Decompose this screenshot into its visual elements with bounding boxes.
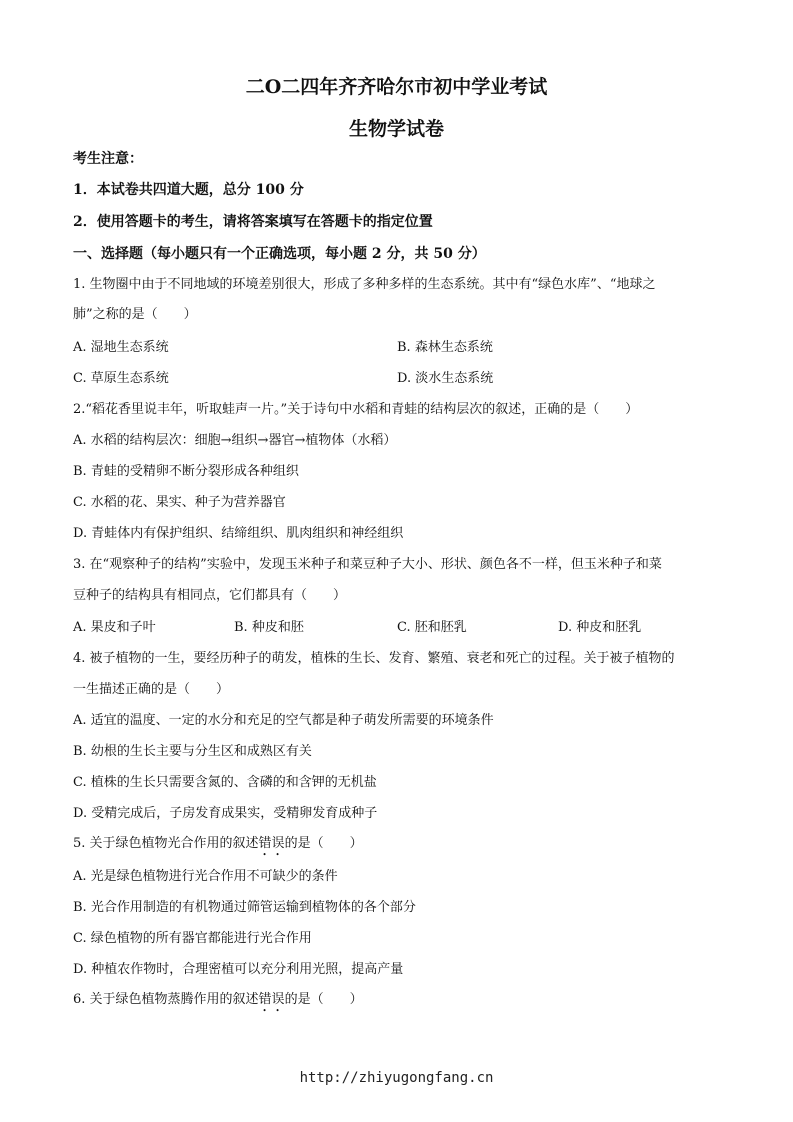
question-suffix: 的是（ ） [284,836,363,851]
question-text: 豆种子的结构具有相同点，它们都具有（ ） [73,588,347,603]
emphasis-text: 错误 [258,992,285,1007]
option-d: D. 青蛙体内有保护组织、结缔组织、肌肉组织和神经组织 [73,526,404,541]
option-d: D. 受精完成后，子房发育成果实，受精卵发育成种子 [73,806,378,821]
question-text [73,991,363,1015]
option-b: B. 森林生态系统 [397,340,493,355]
option-c: C. 植株的生长只需要含氮的、含磷的和含钾的无机盐 [73,775,377,790]
option-a: A. 光是绿色植物进行光合作用不可缺少的条件 [73,869,338,884]
option-d: D. 种皮和胚乳 [558,620,642,635]
option-c: C. 绿色植物的所有器官都能进行光合作用 [73,931,312,946]
page-title: 二O二四年齐齐哈尔市初中学业考试 [245,76,548,98]
question-text: 一生描述正确的是（ ） [73,682,230,697]
section-heading: 一、选择题（每小题只有一个正确选项，每小题 2 分，共 50 分） [73,246,486,262]
notice-item: 2．使用答题卡的考生，请将答案填写在答题卡的指定位置 [73,214,433,230]
question-text: 3. 在“观察种子的结构”实验中，发现玉米种子和菜豆种子大小、形状、颜色各不一样，但玉米种子和菜 [73,557,662,572]
question-prefix: 6. 关于绿色植物蒸腾作用的叙述 [73,992,259,1007]
notice-heading: 考生注意： [73,151,143,167]
option-d: D. 种植农作物时，合理密植可以充分利用光照，提高产量 [73,962,404,977]
page-subtitle: 生物学试卷 [348,118,444,140]
option-c: C. 水稻的花、果实、种子为营养器官 [73,495,286,510]
question-prefix: 5. 关于绿色植物光合作用的叙述 [73,836,259,851]
question-text: 4. 被子植物的一生，要经历种子的萌发，植株的生长、发育、繁殖、衰老和死亡的过程。关于被子植物的 [73,651,675,666]
option-b: B. 青蛙的受精卵不断分裂形成各种组织 [73,464,299,479]
emphasis-text: 错误 [258,836,285,851]
option-b: B. 种皮和胚 [234,620,304,635]
question-text: 2.“稻花香里说丰年，听取蛙声一片。”关于诗句中水稻和青蛙的结构层次的叙述，正确的是（ ） [73,402,639,417]
option-d: D. 淡水生态系统 [397,371,494,386]
question-suffix: 的是（ ） [284,992,363,1007]
option-a: A. 水稻的结构层次：细胞→组织→器官→植物体（水稻） [73,433,397,448]
option-a: A. 适宜的温度、一定的水分和充足的空气都是种子萌发所需要的环境条件 [73,713,494,728]
notice-item: 1．本试卷共四道大题，总分 100 分 [73,182,304,198]
option-c: C. 草原生态系统 [73,371,169,386]
question-text [73,835,363,859]
footer-url: http://zhiyugongfang.cn [299,1070,494,1086]
question-text: 1. 生物圈中由于不同地域的环境差别很大，形成了多种多样的生态系统。其中有“绿色水库”、“地球之 [73,277,656,292]
option-a: A. 湿地生态系统 [73,340,169,355]
option-c: C. 胚和胚乳 [397,620,467,635]
option-a: A. 果皮和子叶 [73,620,156,635]
option-b: B. 幼根的生长主要与分生区和成熟区有关 [73,744,312,759]
question-text: 肺”之称的是（ ） [73,307,197,322]
option-b: B. 光合作用制造的有机物通过筛管运输到植物体的各个部分 [73,900,416,915]
